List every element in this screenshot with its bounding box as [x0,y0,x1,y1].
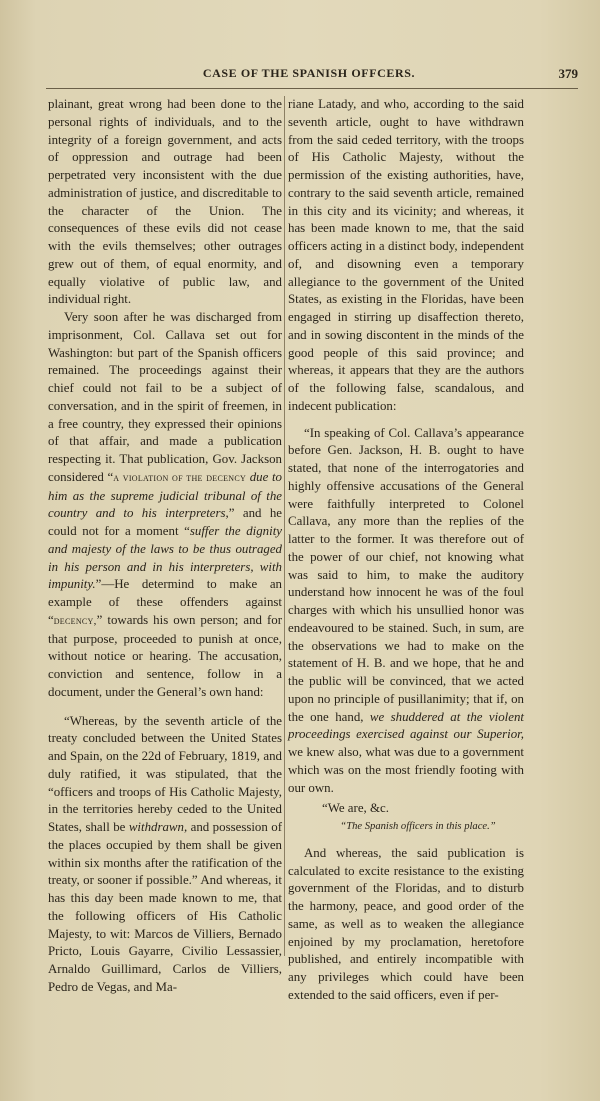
text-run: “Whereas, by the seventh article of the treaty concluded between the United States and Spain, on the 22d of February, 1819, and duly ratified, it was stipulated, that the “officers and troops of His Catholic Majesty, in the territories hereby ceded to the United States, shall be [48,713,282,834]
italic-text: due to him as the supreme judicial tribunal of the country and to his interpreters, [48,469,283,521]
right-column [288,96,524,1005]
closing-line: “We are, &c. [322,801,389,816]
italic-text: withdrawn, [128,820,188,834]
text-run: we knew also, what was due to a government which was on the most friendly footing with our own. [288,745,524,795]
text-run: and possession of the places occupied by them shall be given within six months after the ratification of the treaty, or sooner if possible.” And whereas, it has this day been made known to me, that the following officers of His Catholic Majesty, to wit: Marcos de Villiers, Bernado Pricto, Louis Gayarre, Civilio Lessassier, Arnaldo Guillimard, Carlos de Villiers, Pedro de Vegas, and Ma- [48,820,282,994]
text-run: Very soon after he was discharged from imprisonment, Col. Callava set out for Washington: but part of the Spanish officers remained. The proceedings against their chief could not fail to be a subject of conversation, and in the spirit of freemen, in a free country, they expressed their opinions of that affair, and made a publication respecting it. That publication, Gov. Jackson considered “ [48,310,282,484]
paragraph-whereas [48,713,282,997]
italic-text: suffer the dignity and majesty of the laws to be thus outraged in his person and in his interpreters, with impunity. [48,524,283,592]
text-run: ”—He determind to make an example of these offenders against “ [48,577,282,627]
running-head [40,66,578,86]
italic-text: we shuddered at the violent proceedings exercised against our Superior, [288,709,524,742]
page-number: 379 [558,66,578,81]
text-run: “In speaking of Col. Callava’s appearance before Gen. Jackson, H. B. ought to have stated, that none of the interrogatories and highly offensive accusations of the General were faithfully interpreted to Colonel Callava, any more than the replies of the latter to the former. It was therefore out of the power of our chief, not knowing what was said to him, to make the auditory understand how innocent he was of the foul charges with which his unsullied honor was endeavoured to be stained. Such, in sum, are the observations we had to make on the statement of H. B. and we hope, that he and the public will be convinced, that we acted upon no principle of pusillanimity; that if, on the one hand, [288,425,524,724]
header-rule [46,88,578,89]
paragraph-continued: plainant, great wrong had been done to the personal rights of individuals, and to the integrity of a foreign government, and acts of oppression and outrage had been perpetrated very inconsistent with the due administration of justice, and discreditable to the character of the Union. The consequences of these evils did not cease with the evils themselves; other outrages grew out of them, of equal enormity, and equally violative of public law, and individual right. [48,97,282,307]
left-column [48,96,282,997]
text-run: ” and he could not for a moment “ [48,506,282,538]
page-title: CASE OF THE SPANISH OFFCERS. [202,66,416,80]
paragraph-quoted-publication [288,425,524,798]
text-run: ” towards his own person; and for that purpose, proceeded to punish at once, without notice or hearing. The accusation, conviction and sentence, follow in a document, under the General’s own hand: [48,612,282,699]
paragraph-publication [48,309,282,702]
column-divider [284,96,285,956]
small-caps-text: a violation of the decency [113,471,247,484]
signature-line: “The Spanish officers in this place.” [340,821,496,832]
paragraph-and-whereas: And whereas, the said publication is calculated to excite resistance to the existing government of the Floridas, and to disturb the harmony, peace, and good order of the same, as well as to weaken the allegiance enjoined by my proclamation, heretofore published, and entirely incompatible with any privileges which could have been extended to the said officers, even if per- [288,845,524,1002]
small-caps-text: decency, [53,614,97,627]
paragraph-continued: riane Latady, and who, according to the said seventh article, ought to have withdrawn from the said ceded territory, with the troops of His Catholic Majesty, without the permission of the existing authorities, have, contrary to the said seventh article, remained in this city and its vicinity; and whereas, it has been made known to me, that the said officers acting in a distinct body, independent of, and disowning even a temporary allegiance to the government of the United States, as existing in the Floridas, have been engaged in stirring up disaffection thereto, and in sowing discontent in the minds of the good people of this said province; and whereas, it appears that they are the authors of the following false, scandalous, and indecent publication: [288,97,524,413]
